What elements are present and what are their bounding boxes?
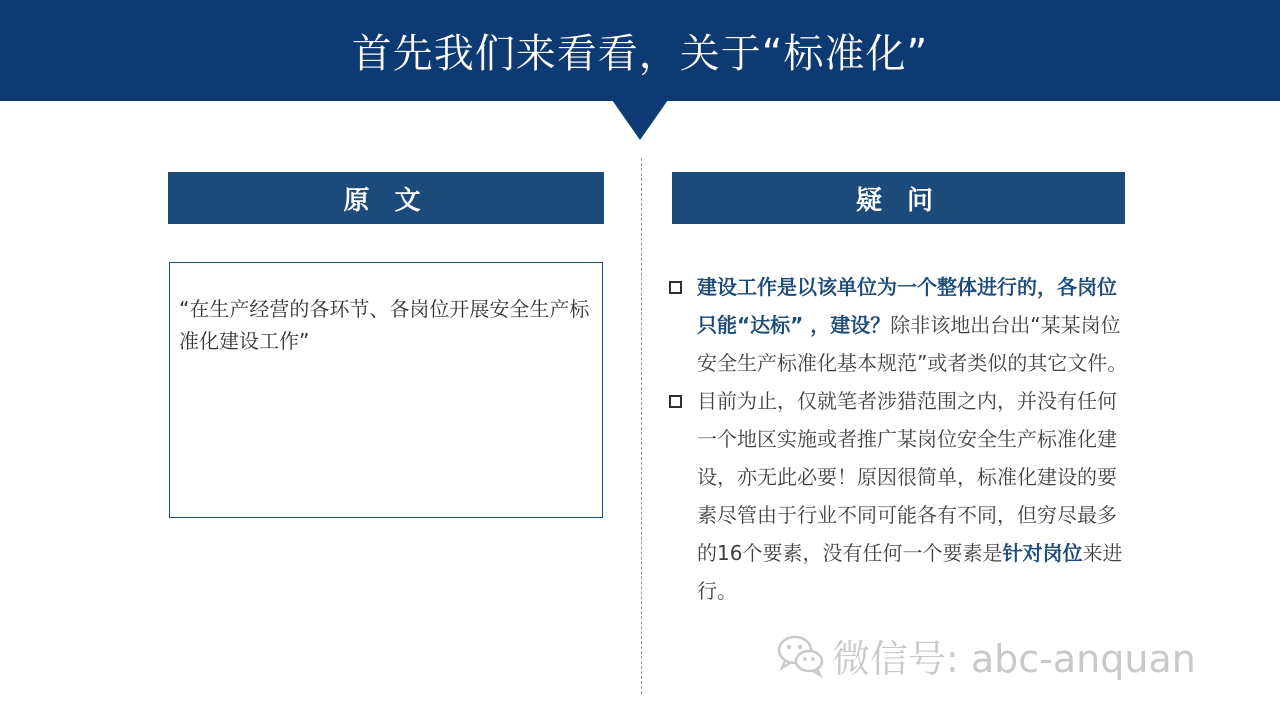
- page-title: 首先我们来看看，关于“标准化”: [351, 31, 929, 77]
- original-quote-text: “在生产经营的各环节、各岗位开展安全生产标准化建设工作”: [179, 297, 590, 353]
- question-heading: 疑 问: [672, 172, 1125, 224]
- question-bullet-list: [668, 268, 1128, 610]
- watermark-text: 微信号: abc-anquan: [832, 636, 1196, 681]
- bullet-emphasis: 建设工作是以该单位为一个整体进行的，各岗位只能“达标” ，建设？: [697, 275, 1117, 337]
- wechat-icon: [776, 632, 826, 678]
- column-divider: [641, 158, 642, 694]
- bullet-item: [668, 268, 1128, 382]
- square-bullet-icon: [669, 281, 682, 294]
- original-quote-box: [169, 262, 603, 518]
- bullet-text: 除非该地出台出“某某岗位安全生产标准化基本规范”或者类似的其它文件。: [697, 313, 1128, 375]
- original-text-heading: 原 文: [168, 172, 604, 224]
- bullet-text-end: 来进行。: [697, 541, 1123, 603]
- bullet-item: [668, 382, 1128, 610]
- square-bullet-icon: [669, 395, 682, 408]
- header-pointer: [612, 100, 668, 140]
- wechat-watermark: [776, 630, 1196, 680]
- bullet-emphasis: 针对岗位: [1002, 541, 1083, 565]
- bullet-text: 目前为止，仅就笔者涉猎范围之内，并没有任何一个地区实施或者推广某岗位安全生产标准化建设，亦无此必要！原因很简单，标准化建设的要素尽管由于行业不同可能各有不同，但穷尽最多的16个要素，没有任何一个要素是: [697, 389, 1117, 565]
